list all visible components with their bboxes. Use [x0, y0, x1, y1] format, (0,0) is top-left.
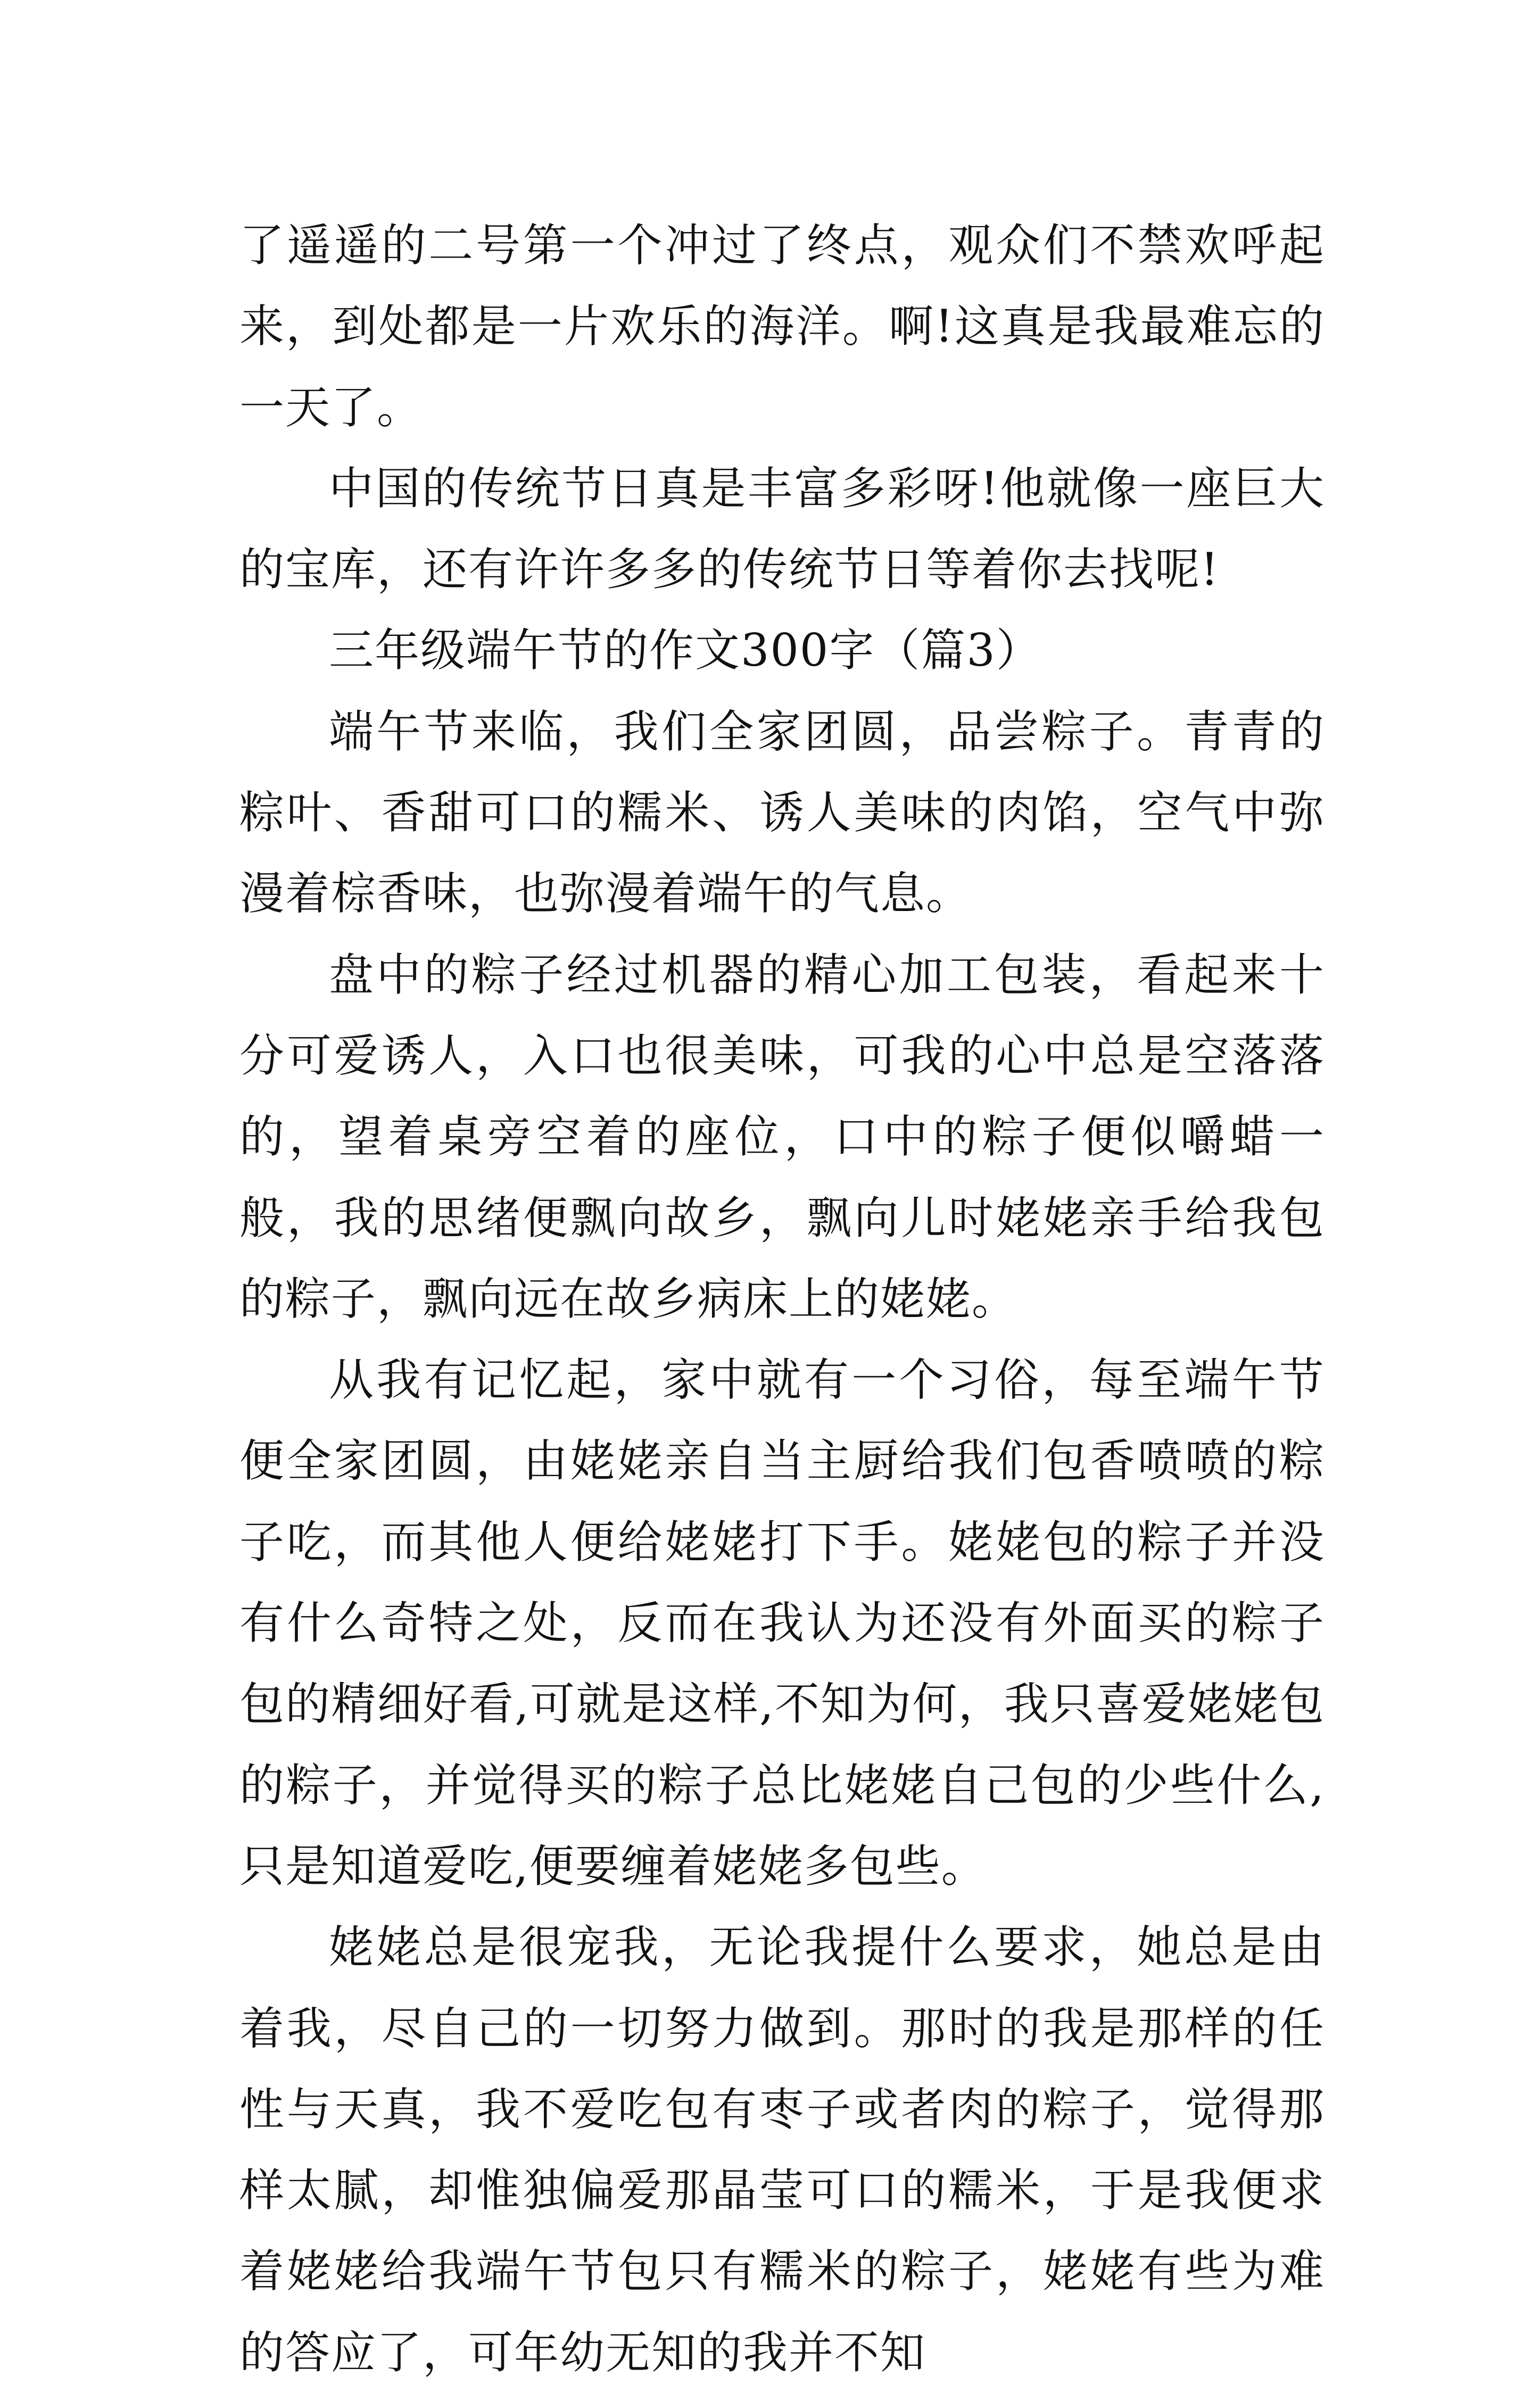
paragraph: 盘中的粽子经过机器的精心加工包装，看起来十分可爱诱人，入口也很美味，可我的心中总是空落落的，望着桌旁空着的座位，口中的粽子便似嚼蜡一般，我的思绪便飘向故乡，飘向儿时姥姥亲手给我包的粽子，飘向远在故乡病床上的姥姥。 [239, 948, 1325, 1325]
paragraph: 从我有记忆起，家中就有一个习俗，每至端午节便全家团圆，由姥姥亲自当主厨给我们包香喷喷的粽子吃，而其他人便给姥姥打下手。姥姥包的粽子并没有什么奇特之处，反而在我认为还没有外面买的粽子包的精细好看,可就是这样,不知为何，我只喜爱姥姥包的粽子，并觉得买的粽子总比姥姥自己包的少些什么,只是知道爱吃,便要缠着姥姥多包些。 [239, 1354, 1325, 1892]
essay-body [239, 205, 1325, 2393]
paragraph: 中国的传统节日真是丰富多彩呀!他就像一座巨大的宝库，还有许许多多的传统节日等着你去找呢! [239, 462, 1325, 596]
paragraph-continuation: 了遥遥的二号第一个冲过了终点，观众们不禁欢呼起来，到处都是一片欢乐的海洋。啊!这真是我最难忘的一天了。 [239, 219, 1325, 434]
essay-heading: 三年级端午节的作文300字（篇3） [329, 624, 1042, 677]
paragraph: 姥姥总是很宠我，无论我提什么要求，她总是由着我，尽自己的一切努力做到。那时的我是那样的任性与天真，我不爱吃包有枣子或者肉的粽子，觉得那样太腻，却惟独偏爱那晶莹可口的糯米，于是我便求着姥姥给我端午节包只有糯米的粽子，姥姥有些为难的答应了，可年幼无知的我并不知 [239, 1921, 1325, 2379]
paragraph: 端午节来临，我们全家团圆，品尝粽子。青青的粽叶、香甜可口的糯米、诱人美味的肉馅，空气中弥漫着棕香味，也弥漫着端午的气息。 [239, 705, 1325, 920]
